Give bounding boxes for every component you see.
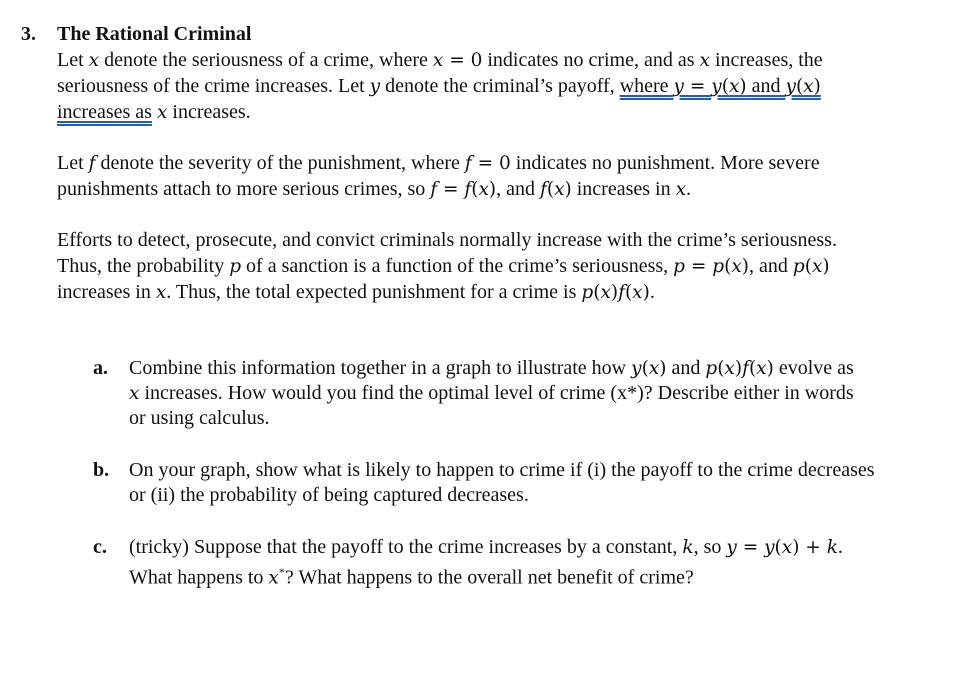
- paragraph3-line1: Efforts to detect, prosecute, and convict criminals normally increase with the crime’s seriousness.: [57, 229, 837, 251]
- part-b-label: b.: [93, 459, 110, 481]
- question-number: 3.: [21, 23, 36, 45]
- part-c-label: c.: [93, 536, 107, 558]
- part-c-line2: What happens to x*? What happens to the overall net benefit of crime?: [129, 565, 694, 589]
- paragraph1-line3: increases as x increases.: [57, 101, 251, 123]
- underlined-revision: where y = y(x) and y(x): [619, 75, 821, 97]
- paragraph1-line1: Let x denote the seriousness of a crime, where x = 0 indicates no crime, and as x increases, the: [57, 49, 823, 71]
- part-a-line1: Combine this information together in a graph to illustrate how y(x) and p(x)f(x) evolve as: [129, 357, 854, 379]
- paragraph2-line2: punishments attach to more serious crimes, so f = f(x), and f(x) increases in x.: [57, 178, 692, 200]
- part-c-line1: (tricky) Suppose that the payoff to the crime increases by a constant, k, so y = y(x) + k.: [129, 536, 843, 558]
- paragraph3-line3: increases in x. Thus, the total expected punishment for a crime is p(x)f(x).: [57, 281, 655, 303]
- part-b-line1: On your graph, show what is likely to happen to crime if (i) the payoff to the crime decreases: [129, 459, 875, 481]
- part-a-line3: or using calculus.: [129, 407, 270, 429]
- paragraph2-line1: Let f denote the severity of the punishment, where f = 0 indicates no punishment. More severe: [57, 152, 820, 174]
- part-a-label: a.: [93, 357, 108, 379]
- paragraph1-line2: seriousness of the crime increases. Let y denote the criminal’s payoff, where y = y(x) and y(x): [57, 75, 821, 97]
- paragraph3-line2: Thus, the probability p of a sanction is a function of the crime’s seriousness, p = p(x), and p(x): [57, 255, 830, 277]
- question-title: The Rational Criminal: [57, 23, 252, 45]
- part-a-line2: x increases. How would you find the optimal level of crime (x*)? Describe either in words: [129, 382, 854, 404]
- part-b-line2: or (ii) the probability of being captured decreases.: [129, 484, 529, 506]
